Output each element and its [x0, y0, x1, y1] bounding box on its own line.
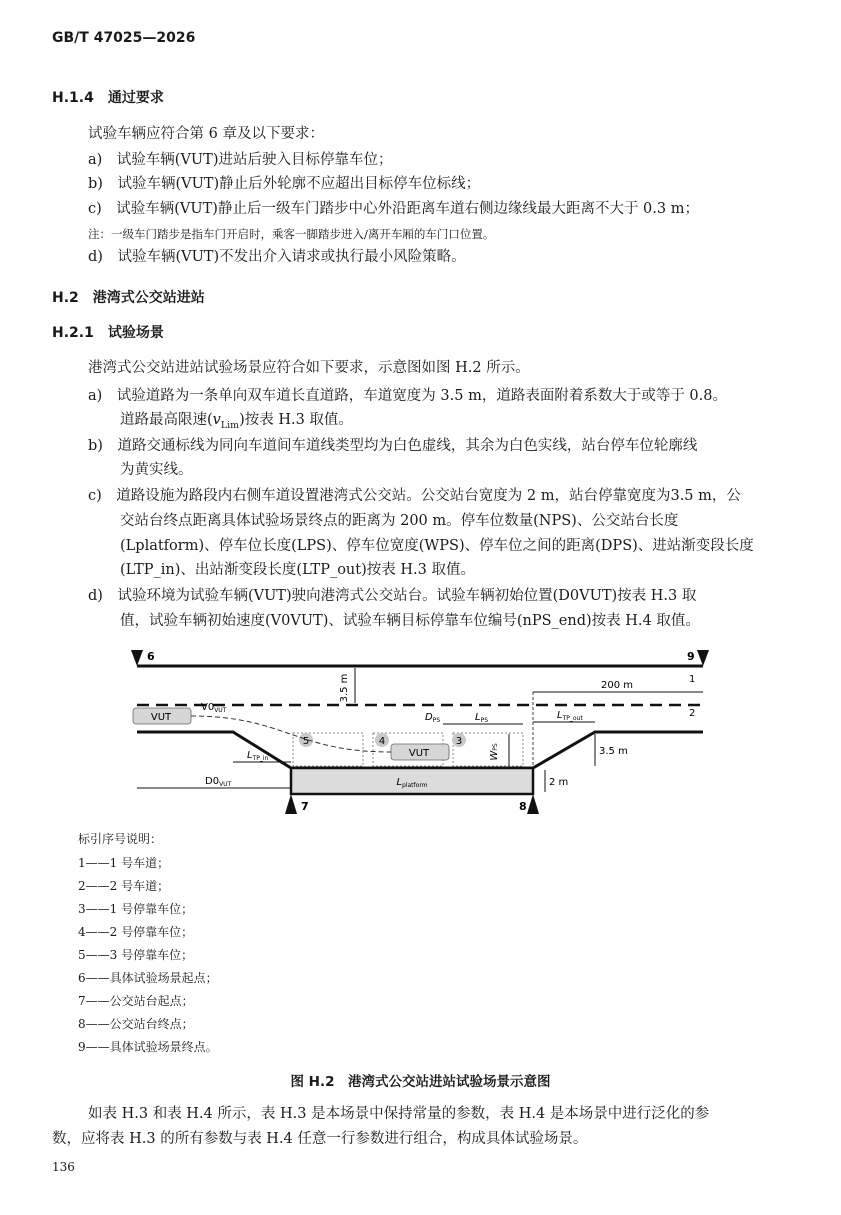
spot-label-4: 4 — [378, 736, 386, 747]
h14-note: 注：一级车门踏步是指车门开启时，乘客一脚踏步进入/离开车厢的车门口位置。 — [88, 227, 495, 241]
h21-item-b-line1: b) 道路交通标线为同向车道间车道线类型均为白色虚线，其余为白色实线，站台停车位轮廓线 — [88, 438, 698, 454]
h21-intro: 港湾式公交站进站试验场景应符合如下要求，示意图如图 H.2 所示。 — [88, 360, 530, 376]
legend-item: 7——公交站台起点； — [78, 994, 194, 1008]
legend-item: 3——1 号停靠车位； — [78, 902, 194, 916]
dim-wps-label: WPS — [489, 743, 500, 761]
spot-label-3: 3 — [455, 736, 463, 747]
vut-bay-label: VUT — [408, 748, 430, 759]
section-h14-title: H.1.4 通过要求 — [52, 90, 164, 106]
lane-label-1: 1 — [689, 674, 696, 685]
section-h2-title: H.2 港湾式公交站进站 — [52, 290, 205, 306]
legend-item: 6——具体试验场景起点； — [78, 971, 218, 985]
marker-9-label: 9 — [687, 650, 695, 663]
h21-item-a-line1: a) 试验道路为一条单向双车道长直道路，车道宽度为 3.5 m，道路表面附着系数大于或等于 0.8。 — [88, 388, 727, 404]
dim-d0-label: $D0_{VUT}$ — [205, 776, 232, 788]
legend-item: 8——公交站台终点； — [78, 1017, 194, 1031]
document-code: GB/T 47025—2026 — [52, 30, 196, 46]
h14-item-c: c) 试验车辆(VUT)静止后一级车门踏步中心外沿距离车道右侧边缘线最大距离不大于 0.3 m； — [88, 201, 699, 217]
legend-item: 2——2 号车道； — [78, 879, 170, 893]
legend-title: 标引序号说明： — [78, 832, 163, 846]
legend-item: 9——具体试验场景终点。 — [78, 1040, 218, 1054]
closing-line2: 数，应将表 H.3 的所有参数与表 H.4 任意一行参数进行组合，构成具体试验场景。 — [52, 1131, 588, 1147]
legend-item: 1——1 号车道； — [78, 856, 170, 870]
h21-item-a-line2: 道路最高限速$(v_{Lim})$按表 H.3 取值。 — [120, 412, 353, 431]
h14-item-a: a) 试验车辆(VUT)进站后驶入目标停靠车位； — [88, 152, 393, 168]
dim-lplatform-label: $L_{platform}$ — [396, 777, 428, 789]
dim-platform-width-label: 2 m — [549, 777, 569, 788]
section-h21-title: H.2.1 试验场景 — [52, 325, 164, 341]
page-number: 136 — [52, 1160, 75, 1174]
h21-item-d-line1: d) 试验环境为试验车辆(VUT)驶向港湾式公交站台。试验车辆初始位置(D0VUT)按表 H.3 取 — [88, 588, 697, 604]
lane-label-2: 2 — [689, 708, 696, 719]
h21-item-b-line2: 为黄实线。 — [120, 462, 193, 478]
h14-item-d: d) 试验车辆(VUT)不发出介入请求或执行最小风险策略。 — [88, 249, 466, 265]
dim-dps-label: $D_{PS}$ — [425, 712, 441, 724]
marker-7-label: 7 — [301, 800, 309, 813]
marker-9-arrow — [697, 650, 709, 666]
vut-trajectory — [191, 716, 391, 752]
h21-item-c-line3: (Lplatform)、停车位长度(LPS)、停车位宽度(WPS)、停车位之间的距离(DPS)、进站渐变段长度 — [120, 538, 754, 554]
legend-item: 4——2 号停靠车位； — [78, 925, 194, 939]
marker-7-arrow — [285, 794, 297, 814]
h21-item-d-line2: 值，试验车辆初始速度(V0VUT)、试验车辆目标停靠车位编号(nPS_end)按表 H.4 取值。 — [120, 613, 700, 629]
h21-item-c-line4: (LTP_in)、出站渐变段长度(LTP_out)按表 H.3 取值。 — [120, 562, 475, 578]
h14-item-b: b) 试验车辆(VUT)静止后外轮廓不应超出目标停车位标线； — [88, 176, 481, 192]
h21-item-c-line2: 交站台终点距离具体试验场景终点的距离为 200 m。停车位数量(NPS)、公交站台长度 — [120, 513, 679, 529]
legend-item: 5——3 号停靠车位； — [78, 948, 194, 962]
closing-line1: 如表 H.3 和表 H.4 所示，表 H.3 是本场景中保持常量的参数，表 H.4 是本场景中进行泛化的参 — [88, 1106, 710, 1122]
spot-label-5: 5 — [302, 736, 310, 747]
marker-6-label: 6 — [147, 650, 155, 663]
v0-label: $V0_{VUT}$ — [201, 702, 227, 714]
dim-lane-width-label: 3.5 m — [339, 673, 350, 703]
dim-stop-width-label: 3.5 m — [599, 746, 628, 757]
dim-ltp-out-label: $L_{TP\_out}$ — [557, 710, 583, 722]
marker-8-arrow — [527, 794, 539, 814]
dim-ltp-in-label: $L_{TP\_in}$ — [247, 750, 269, 762]
figure-caption: 图 H.2 港湾式公交站进站试验场景示意图 — [290, 1074, 551, 1090]
dim-lps-label: $L_{PS}$ — [475, 712, 489, 724]
bus-platform — [291, 768, 533, 794]
bus-bay-diagram — [125, 640, 715, 830]
marker-8-label: 8 — [519, 800, 527, 813]
h14-intro: 试验车辆应符合第 6 章及以下要求： — [88, 126, 324, 142]
marker-6-arrow — [131, 650, 143, 666]
h21-item-c-line1: c) 道路设施为路段内右侧车道设置港湾式公交站。公交站台宽度为 2 m，站台停靠宽度为3.5 m，公 — [88, 488, 741, 504]
vut-start-label: VUT — [150, 712, 172, 723]
dim-200m-label: 200 m — [600, 680, 634, 691]
